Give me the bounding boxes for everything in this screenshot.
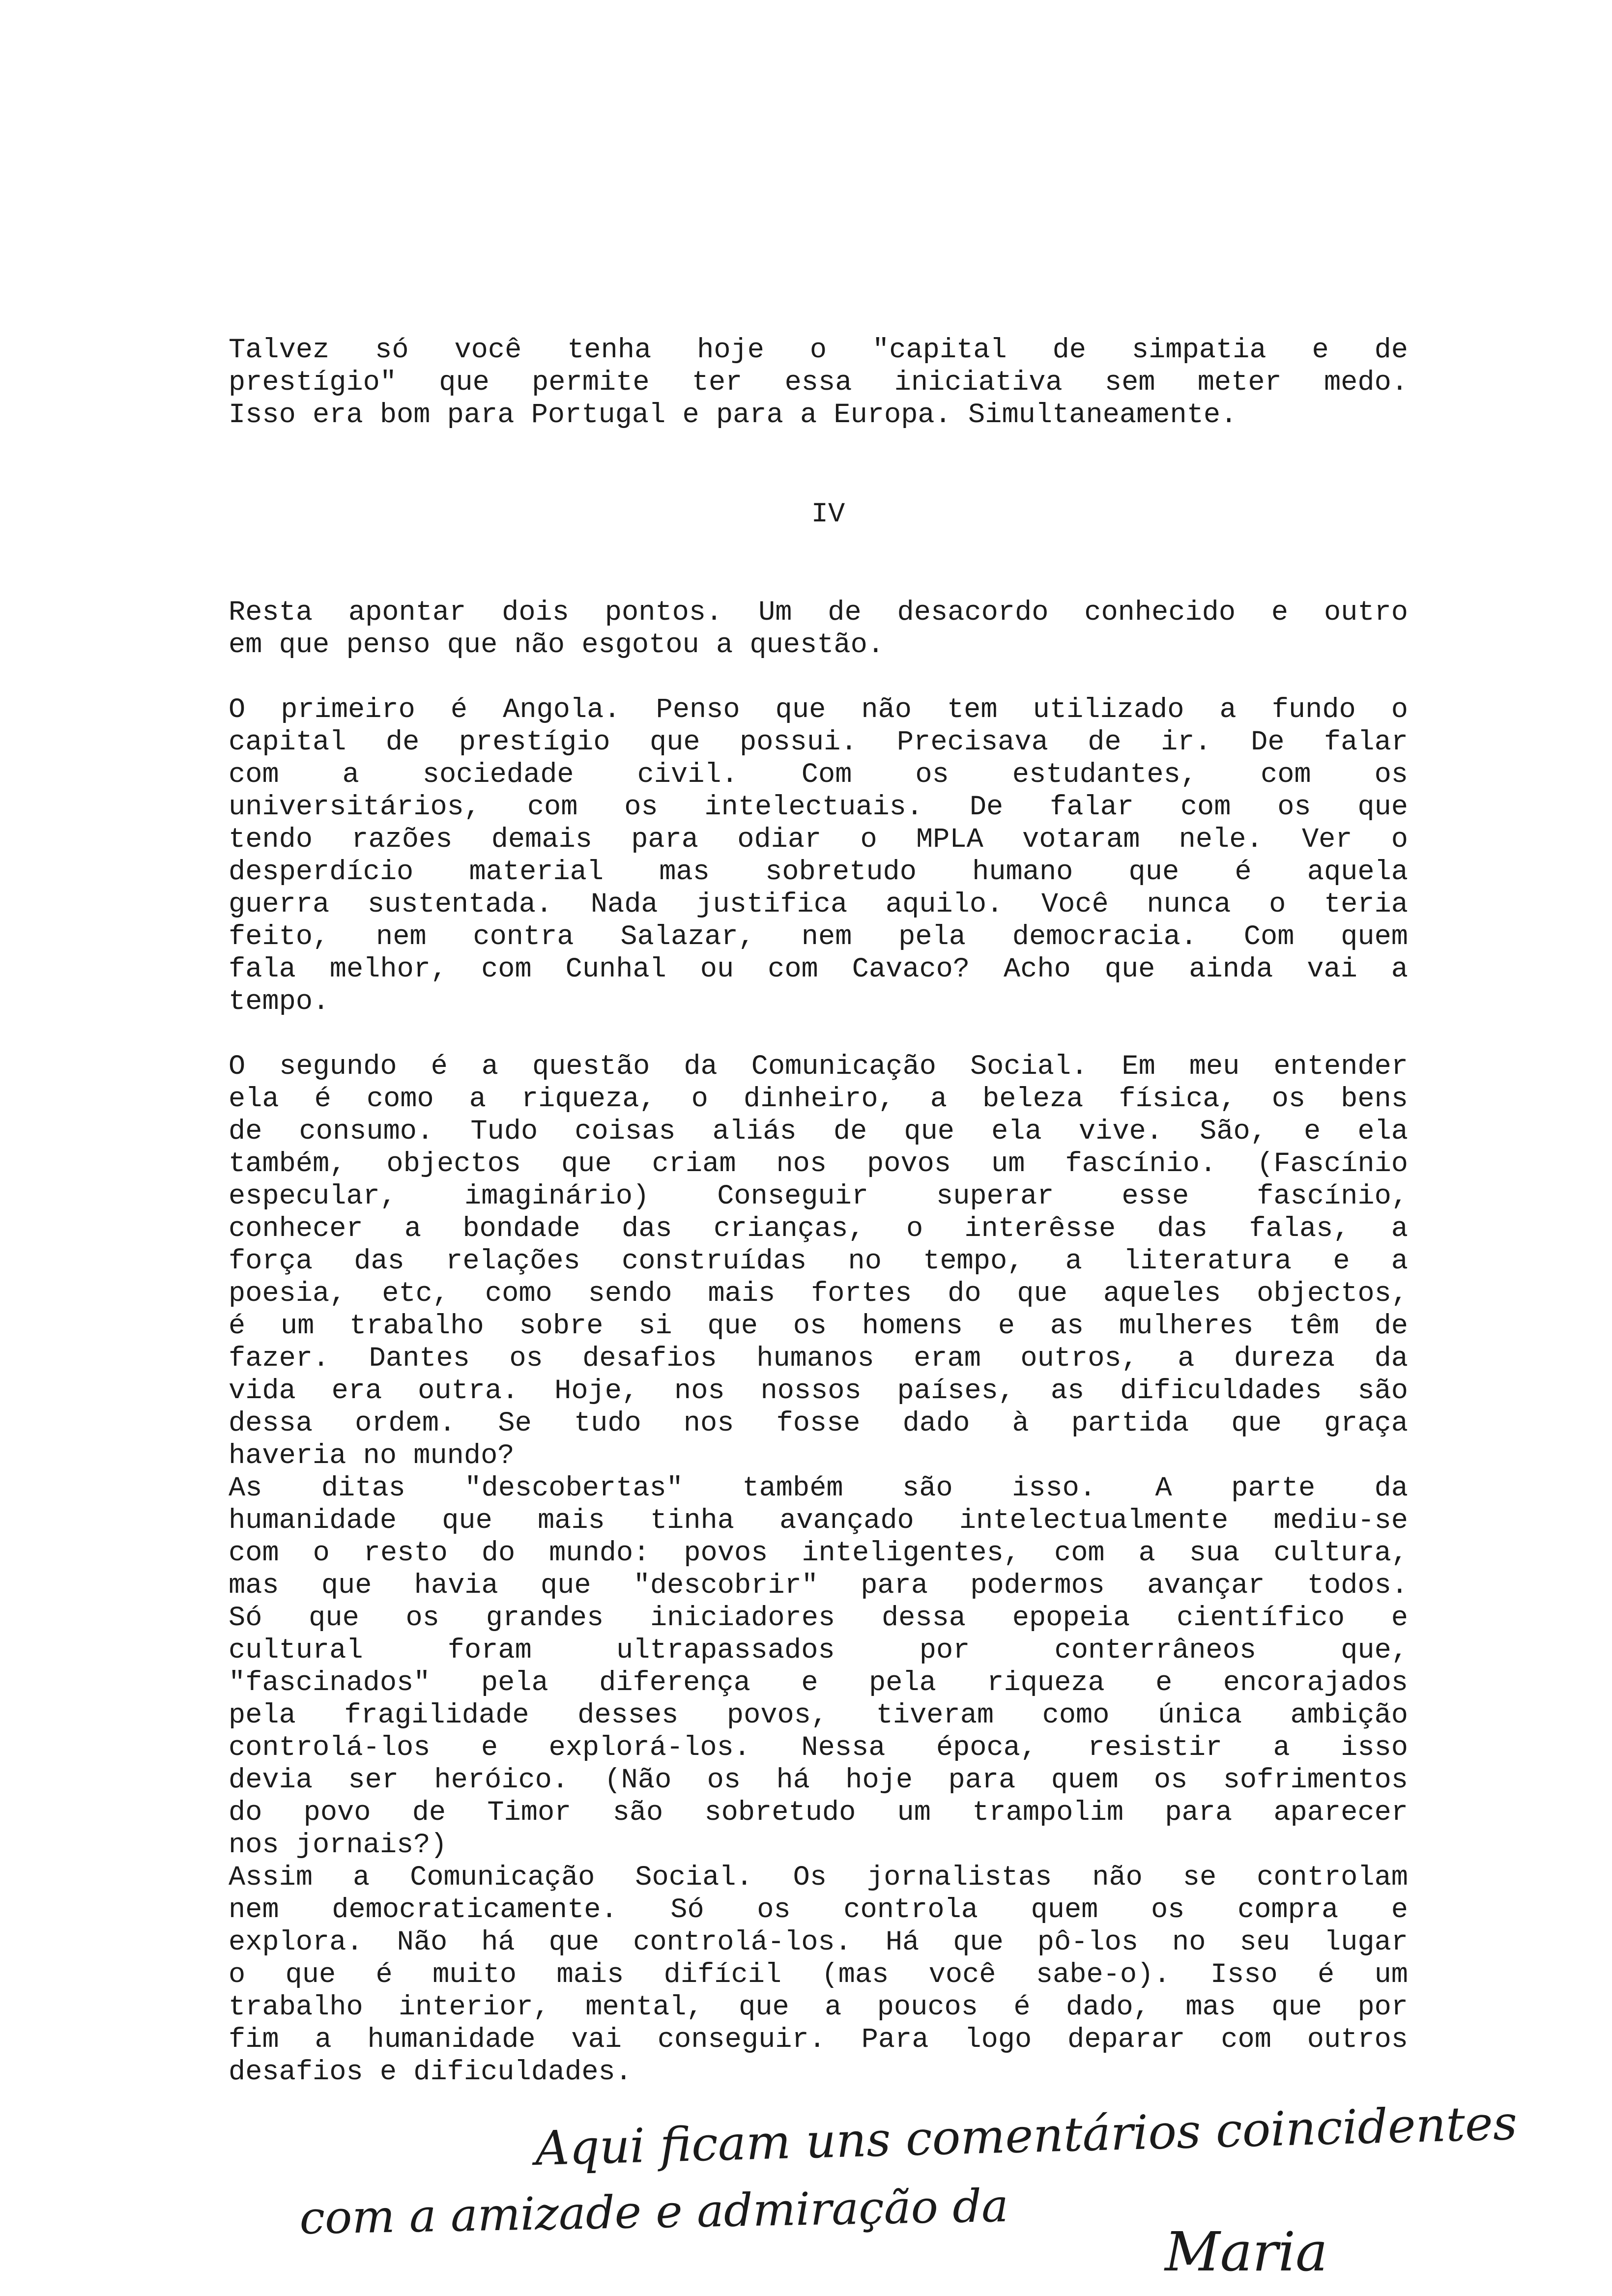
text-line: força das relações construídas no tempo, a literatura e a	[229, 1246, 1408, 1277]
text-line: ela é como a riqueza, o dinheiro, a beleza física, os bens	[229, 1084, 1408, 1115]
text-line: Isso era bom para Portugal e para a Europa. Simultaneamente.	[229, 400, 1238, 431]
section-heading: IV	[811, 499, 845, 530]
text-line: "fascinados" pela diferença e pela riqueza e encorajados	[229, 1667, 1408, 1699]
intro-paragraph	[229, 334, 1408, 431]
text-line: humanidade que mais tinha avançado intelectualmente mediu-se	[229, 1505, 1408, 1537]
text-line: nos jornais?)	[229, 1830, 447, 1861]
text-line: O segundo é a questão da Comunicação Social. Em meu entender	[229, 1051, 1408, 1083]
text-line: explora. Não há que controlá-los. Há que pô-los no seu lugar	[229, 1927, 1408, 1958]
text-line: dessa ordem. Se tudo nos fosse dado à partida que graça	[229, 1408, 1408, 1439]
text-line: nem democraticamente. Só os controla quem os compra e	[229, 1894, 1408, 1926]
text-line: fim a humanidade vai conseguir. Para logo deparar com outros	[229, 2024, 1408, 2056]
text-line: também, objectos que criam nos povos um fascínio. (Fascínio	[229, 1148, 1408, 1180]
text-line: vida era outra. Hoje, nos nossos países, as dificuldades são	[229, 1376, 1408, 1407]
text-line: capital de prestígio que possui. Precisava de ir. De falar	[229, 727, 1408, 758]
text-line: O primeiro é Angola. Penso que não tem utilizado a fundo o	[229, 694, 1408, 726]
text-line: pela fragilidade desses povos, tiveram como única ambição	[229, 1700, 1408, 1731]
text-line: fala melhor, com Cunhal ou com Cavaco? Acho que ainda vai a	[229, 954, 1408, 985]
text-line: feito, nem contra Salazar, nem pela democracia. Com quem	[229, 921, 1408, 953]
text-line: haveria no mundo?	[229, 1440, 515, 1472]
handwritten-line-2: com a amizade e admiração da	[299, 2179, 1009, 2244]
text-line: universitários, com os intelectuais. De falar com os que	[229, 792, 1408, 823]
paragraph-angola	[229, 694, 1408, 1018]
text-line: com o resto do mundo: povos inteligentes, com a sua cultura,	[229, 1538, 1408, 1569]
text-line: desafios e dificuldades.	[229, 2057, 632, 2088]
text-line: Resta apontar dois pontos. Um de desacordo conhecido e outro	[229, 597, 1408, 629]
text-line: prestígio" que permite ter essa iniciativa sem meter medo.	[229, 367, 1408, 399]
text-line: poesia, etc, como sendo mais fortes do que aqueles objectos,	[229, 1278, 1408, 1310]
paragraph-two-points	[229, 597, 1408, 661]
text-line: Assim a Comunicação Social. Os jornalistas não se controlam	[229, 1862, 1408, 1894]
handwritten-signature: Maria	[1165, 2220, 1328, 2283]
text-line: Só que os grandes iniciadores dessa epopeia científico e	[229, 1603, 1408, 1634]
text-line: tendo razões demais para odiar o MPLA votaram nele. Ver o	[229, 824, 1408, 856]
text-line: o que é muito mais difícil (mas você sabe-o). Isso é um	[229, 1959, 1408, 1991]
text-line: de consumo. Tudo coisas aliás de que ela vive. São, e ela	[229, 1116, 1408, 1148]
text-line: com a sociedade civil. Com os estudantes, com os	[229, 759, 1408, 791]
text-line: do povo de Timor são sobretudo um trampolim para aparecer	[229, 1797, 1408, 1829]
text-line: As ditas "descobertas" também são isso. A parte da	[229, 1473, 1408, 1504]
text-line: tempo.	[229, 986, 330, 1018]
text-line: em que penso que não esgotou a questão.	[229, 630, 885, 661]
text-line: devia ser heróico. (Não os há hoje para quem os sofrimentos	[229, 1765, 1408, 1796]
text-line: desperdício material mas sobretudo humano que é aquela	[229, 857, 1408, 888]
text-line: trabalho interior, mental, que a poucos é dado, mas que por	[229, 1992, 1408, 2023]
handwritten-line-1: Aqui ficam uns comentários coincidentes	[534, 2095, 1518, 2176]
text-line: controlá-los e explorá-los. Nessa época, resistir a isso	[229, 1732, 1408, 1764]
text-line: fazer. Dantes os desafios humanos eram outros, a dureza da	[229, 1343, 1408, 1375]
text-line: guerra sustentada. Nada justifica aquilo. Você nunca o teria	[229, 889, 1408, 920]
typed-letter	[229, 334, 1408, 2089]
text-line: Talvez só você tenha hoje o "capital de simpatia e de	[229, 335, 1408, 366]
text-line: é um trabalho sobre si que os homens e as mulheres têm de	[229, 1311, 1408, 1342]
text-line: cultural foram ultrapassados por conterrâneos que,	[229, 1635, 1408, 1666]
text-line: mas que havia que "descobrir" para podermos avançar todos.	[229, 1570, 1408, 1602]
text-line: conhecer a bondade das crianças, o interêsse das falas, a	[229, 1213, 1408, 1245]
paragraph-social-communication	[229, 1051, 1408, 2089]
text-line: especular, imaginário) Conseguir superar esse fascínio,	[229, 1181, 1408, 1212]
